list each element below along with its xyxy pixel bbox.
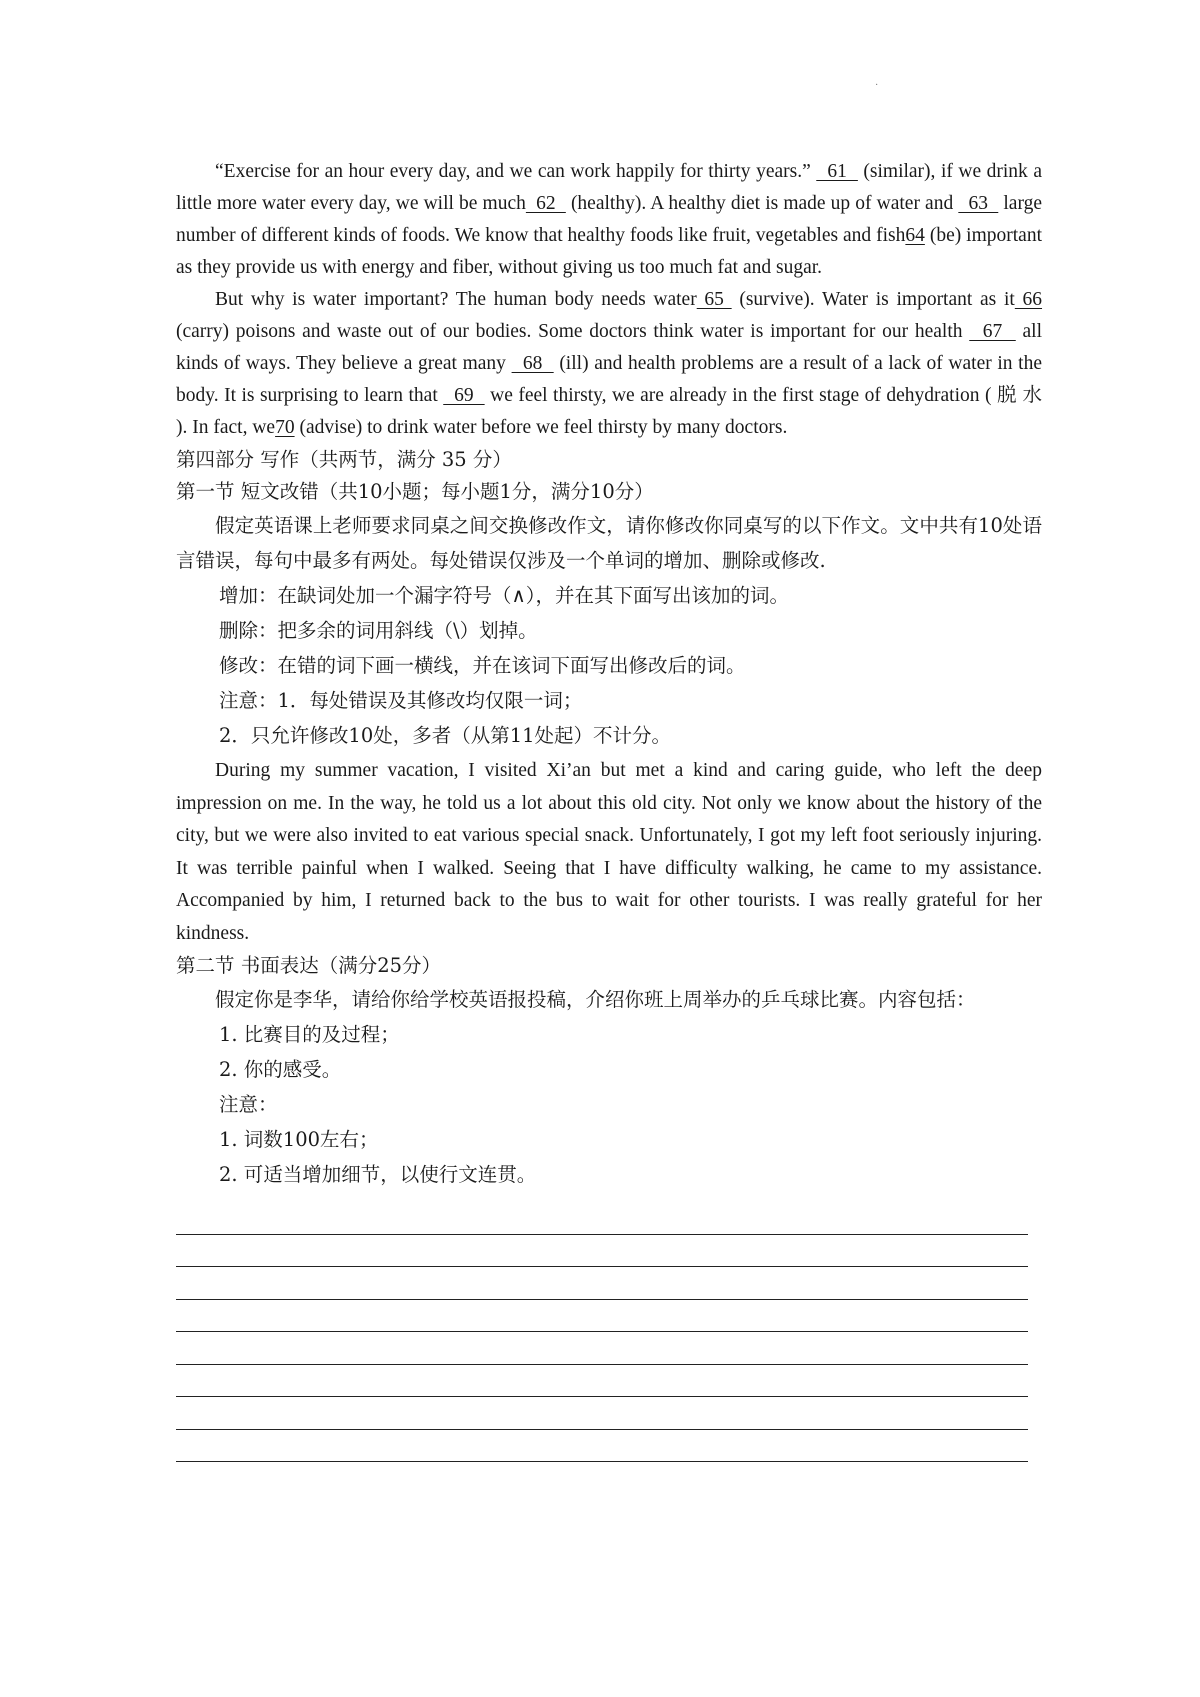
blank-69[interactable]: 69 xyxy=(443,385,485,406)
text: (similar), if we drink a little more water every day, we will be much xyxy=(176,161,1042,214)
section1-instructions: 假定英语课上老师要求同桌之间交换修改作文，请你修改你同桌写的以下作文。文中共有10处语言错误，每句中最多有两处。每处错误仅涉及一个单词的增加、删除或修改. xyxy=(176,514,1042,572)
text: (advise) to drink water before we feel thirsty by many doctors. xyxy=(294,417,788,438)
passage-paragraph-1 xyxy=(176,156,1042,284)
document-page xyxy=(176,156,1042,1462)
blank-70[interactable]: 70 xyxy=(275,417,295,438)
text: (healthy). A healthy diet is made up of water and xyxy=(565,193,959,214)
blank-62[interactable]: 62 xyxy=(525,193,566,214)
writing-note-1: 1. 词数100左右； xyxy=(219,1128,379,1151)
answer-line[interactable] xyxy=(176,1365,1028,1398)
prompt-item-2: 2. 你的感受。 xyxy=(219,1058,342,1081)
rule-modify: 修改：在错的词下画一横线，并在该词下面写出修改后的词。 xyxy=(219,654,746,677)
text: (carry) poisons and waste out of our bodies. Some doctors think water is important for our health xyxy=(176,321,970,342)
prompt-item-1: 1. 比赛目的及过程； xyxy=(219,1023,400,1046)
blank-61[interactable]: 61 xyxy=(816,161,858,182)
text: (survive). Water is important as it xyxy=(731,289,1015,310)
blank-67[interactable]: 67 xyxy=(969,321,1016,342)
answer-line[interactable] xyxy=(176,1397,1028,1430)
text: large number of different kinds of foods. We know that healthy foods like fruit, vegetables and fish xyxy=(176,193,1043,246)
text: all kinds of ways. They believe a great many xyxy=(176,321,1043,374)
blank-68[interactable]: 68 xyxy=(511,353,554,374)
error-correction-essay[interactable]: During my summer vacation, I visited Xi’an but met a kind and caring guide, who left the deep impression on me. In the way, he told us a lot about this old city. Not only we know about the history of the city, but we were also invited to eat various special snack. Unfortunately, I got my left foot seriously injuring. It was terrible painful when I walked. Seeing that I have difficulty walking, he came to my assistance. Accompanied by him, I returned back to the bus to wait for other tourists. I was really grateful for her kindness. xyxy=(176,760,1042,944)
passage-paragraph-2 xyxy=(176,284,1042,444)
rule-delete: 删除：把多余的词用斜线（\）划掉。 xyxy=(219,619,538,642)
corner-mark: · xyxy=(875,80,879,91)
text: we feel thirsty, we are already in the first stage of dehydration ( 脱 水 ). In fact, we xyxy=(176,385,1043,438)
answer-line[interactable] xyxy=(176,1267,1028,1300)
writing-prompt: 假定你是李华，请给你给学校英语报投稿，介绍你班上周举办的乒乓球比赛。内容包括： xyxy=(215,988,976,1011)
rule-add: 增加：在缺词处加一个漏字符号（∧），并在其下面写出该加的词。 xyxy=(219,584,790,607)
writing-note-label: 注意： xyxy=(219,1093,278,1116)
answer-line[interactable] xyxy=(176,1430,1028,1463)
blank-64[interactable]: 64 xyxy=(905,225,925,246)
answer-line[interactable] xyxy=(176,1332,1028,1365)
answer-line[interactable] xyxy=(176,1300,1028,1333)
text: (ill) and health problems are a result of a lack of water in the body. It is surprising to learn that xyxy=(176,353,1043,406)
answer-line[interactable] xyxy=(176,1202,1028,1235)
writing-note-2: 2. 可适当增加细节，以使行文连贯。 xyxy=(219,1163,537,1186)
text: “Exercise for an hour every day, and we can work happily for thirty years.” xyxy=(215,161,817,182)
text: But why is water important? The human body needs water xyxy=(215,289,697,310)
blank-65[interactable]: 65 xyxy=(696,289,732,310)
blank-66[interactable]: 66 xyxy=(1014,289,1043,310)
text: (be) important as they provide us with energy and fiber, without giving us too much fat and sugar. xyxy=(176,225,1042,278)
note-2: 2．只允许修改10处，多者（从第11处起）不计分。 xyxy=(219,724,672,747)
section1-title: 第一节 短文改错（共10小题；每小题1分，满分10分） xyxy=(176,480,654,503)
answer-lines[interactable] xyxy=(176,1202,1042,1462)
section2-title: 第二节 书面表达（满分25分） xyxy=(176,954,442,977)
part4-title: 第四部分 写作（共两节，满分 35 分） xyxy=(176,448,512,471)
note-1: 注意：1．每处错误及其修改均仅限一词； xyxy=(219,689,583,712)
blank-63[interactable]: 63 xyxy=(958,193,999,214)
answer-line[interactable] xyxy=(176,1235,1028,1268)
